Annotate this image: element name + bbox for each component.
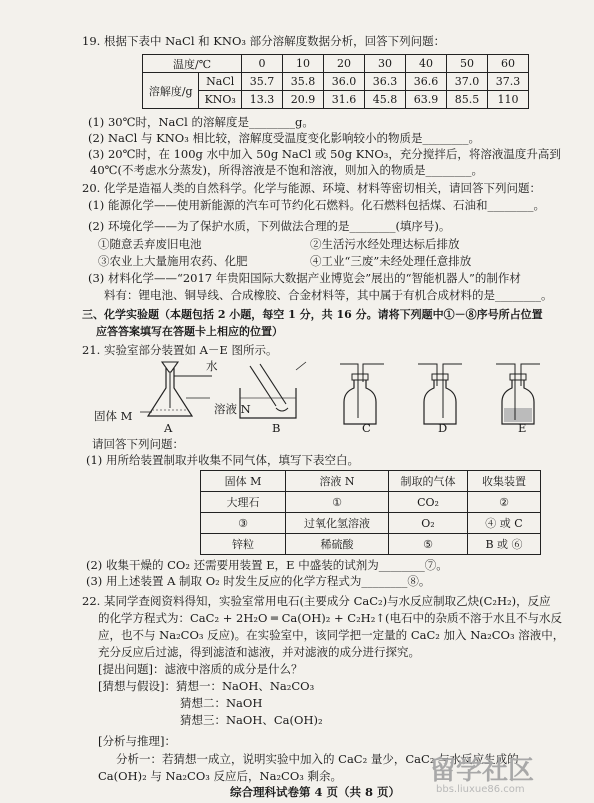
label-e: E: [518, 421, 527, 435]
table-cell: 稀硫酸: [286, 534, 389, 555]
label-b: B: [272, 421, 281, 435]
question-21-title: 21. 实验室部分装置如 A－E 图所示。: [82, 343, 278, 357]
table-cell: 35.8: [283, 73, 324, 91]
option-3: ③农业上大量施用农药、化肥: [98, 254, 248, 268]
table-cell: 37.3: [488, 73, 529, 91]
text-line: (3) 材料化学——“2017 年贵阳国际大数据产业博览会”展出的“智能机器人”的制作材: [88, 271, 521, 285]
table-cell: B 或 ⑥: [468, 534, 541, 555]
temp-label: 温度/℃: [143, 55, 242, 73]
text-line: [猜想与假设]：猜想一：NaOH、Na₂CO₃: [98, 679, 315, 693]
apparatus-c: [340, 364, 384, 424]
table-cell: CO₂: [389, 492, 468, 513]
text-line: 的化学方程式为：CaC₂ + 2H₂O ═ Ca(OH)₂ + C₂H₂↑(电石中的杂质不溶于水且不与水反: [98, 611, 562, 625]
table-cell: 50: [447, 55, 488, 73]
text-line: 猜想三：NaOH、Ca(OH)₂: [180, 713, 323, 727]
table-row: [143, 55, 529, 73]
table-cell: 30: [365, 55, 406, 73]
table-cell: ①: [286, 492, 389, 513]
page-footer: 综合理科试卷第 4 页（共 8 页）: [230, 785, 401, 799]
solid-m-label: 固体 M: [94, 409, 133, 423]
label-a: A: [164, 421, 173, 435]
table-row: [201, 492, 541, 513]
label-c: C: [362, 421, 371, 435]
table-cell: 36.6: [406, 73, 447, 91]
table-cell: 36.0: [324, 73, 365, 91]
q21-prompt: 请回答下列问题：: [92, 437, 184, 451]
table-header: 固体 M: [201, 471, 286, 492]
apparatus-figure: [100, 358, 540, 430]
text-line: 40℃(不考虑水分蒸发)，所得溶液是不饱和溶液，则加入的物质是________。: [90, 163, 483, 177]
option-1: ①随意丢弃废旧电池: [98, 237, 202, 251]
table-cell: ④ 或 C: [468, 513, 541, 534]
text-line: 充分反应后过滤，得到滤渣和滤液，并对滤液的成分进行探究。: [98, 645, 420, 659]
table-cell: NaCl: [199, 73, 242, 91]
question-22-title: 22. 某同学查阅资料得知，实验室常用电石(主要成分 CaC₂)与水反应制取乙炔(C₂H₂)，反应: [82, 594, 551, 608]
table-header: 制取的气体: [389, 471, 468, 492]
table-header: 收集装置: [468, 471, 541, 492]
table-cell: 大理石: [201, 492, 286, 513]
text-line: 猜想二：NaOH: [180, 696, 263, 710]
question-19-title: 19. 根据下表中 NaCl 和 KNO₃ 部分溶解度数据分析，回答下列问题：: [82, 34, 446, 48]
table-cell: 过氧化氢溶液: [286, 513, 389, 534]
apparatus-d: [418, 364, 462, 424]
table-cell: 85.5: [447, 91, 488, 109]
q21-sub3: (3) 用上述装置 A 制取 O₂ 时发生反应的化学方程式为________⑧。: [86, 574, 431, 588]
text-line: (2) NaCl 与 KNO₃ 相比较，溶解度受温度变化影响较小的物质是________。: [88, 131, 480, 145]
table-cell: ②: [468, 492, 541, 513]
option-4: ④工业“三废”未经处理任意排放: [310, 254, 472, 268]
table-cell: 60: [488, 55, 529, 73]
water-label: 水: [206, 359, 218, 373]
text-line: (1) 能源化学——使用新能源的汽车可节约化石燃料。化石燃料包括煤、石油和________。: [88, 198, 545, 212]
solution-n-label: 溶液 N: [214, 402, 251, 416]
table-cell: 40: [406, 55, 447, 73]
text-line: (3) 20℃时，在 100g 水中加入 50g NaCl 或 50g KNO₃，充分搅拌后，将溶液温度升高到: [88, 147, 561, 161]
table-row: [201, 534, 541, 555]
apparatus-a: [140, 362, 212, 416]
table-cell: 35.7: [242, 73, 283, 91]
text-line: 应，也不与 Na₂CO₃ 反应)。在实验室中，该同学把一定量的 CaC₂ 加入 Na₂CO₃ 溶液中，: [98, 628, 565, 642]
label-d: D: [438, 421, 448, 435]
table-cell: 63.9: [406, 91, 447, 109]
solubility-table-wrap: [142, 54, 529, 109]
table-cell: 0: [242, 55, 283, 73]
text-line: 料有：锂电池、铜导线、合成橡胶、合金材料等，其中属于有机合成材料的是________。: [104, 288, 553, 302]
table-cell: 锌粒: [201, 534, 286, 555]
table-row: [143, 73, 529, 91]
text-line: (2) 环境化学——为了保护水质，下列做法合理的是________(填序号)。: [88, 219, 451, 233]
table-cell: 45.8: [365, 91, 406, 109]
q21-sub2: (2) 收集干燥的 CO₂ 还需要用装置 E，E 中盛装的试剂为________⑦。: [86, 558, 448, 572]
solubility-label: 溶解度/g: [143, 73, 199, 109]
table-cell: 37.0: [447, 73, 488, 91]
solubility-table: [142, 54, 529, 109]
table-row: [201, 513, 541, 534]
table-cell: 36.3: [365, 73, 406, 91]
table-cell: 110: [488, 91, 529, 109]
table-cell: 20.9: [283, 91, 324, 109]
table-cell: ⑤: [389, 534, 468, 555]
apparatus-svg: [100, 358, 540, 430]
text-line: [提出问题]：滤液中溶质的成分是什么？: [98, 662, 303, 676]
text-line: Ca(OH)₂ 与 Na₂CO₃ 反应后，Na₂CO₃ 剩余。: [98, 769, 343, 783]
gas-table: [200, 470, 541, 555]
table-cell: KNO₃: [199, 91, 242, 109]
gas-table-wrap: [200, 470, 541, 555]
table-cell: O₂: [389, 513, 468, 534]
table-cell: 31.6: [324, 91, 365, 109]
question-20-title: 20. 化学是造福人类的自然科学。化学与能源、环境、材料等密切相关，请回答下列问题：: [82, 181, 541, 195]
table-row: [201, 471, 541, 492]
text-line: 应答答案填写在答题卡上相应的位置）: [96, 325, 283, 338]
text-line: 三、化学实验题（本题包括 2 小题，每空 1 分，共 16 分。请将下列题中①－⑧序号所占位置: [82, 308, 543, 321]
text-line: [分析与推理]：: [98, 734, 176, 748]
q21-sub1: (1) 用所给装置制取并收集不同气体，填写下表空白。: [86, 453, 359, 467]
table-cell: 10: [283, 55, 324, 73]
watermark-brand: 留学社区: [430, 756, 535, 786]
apparatus-e: [496, 364, 540, 424]
option-2: ②生活污水经处理达标后排放: [310, 237, 460, 251]
table-row: [143, 91, 529, 109]
table-cell: 20: [324, 55, 365, 73]
table-cell: 13.3: [242, 91, 283, 109]
watermark-url: bbs.liuxue86.com: [436, 784, 525, 795]
table-header: 溶液 N: [286, 471, 389, 492]
text-line: 分析一：若猜想一成立，说明实验中加入的 CaC₂ 量少，CaC₂ 与水反应生成的: [116, 752, 519, 766]
text-line: (1) 30℃时，NaCl 的溶解度是________g。: [88, 115, 314, 129]
table-cell: ③: [201, 513, 286, 534]
